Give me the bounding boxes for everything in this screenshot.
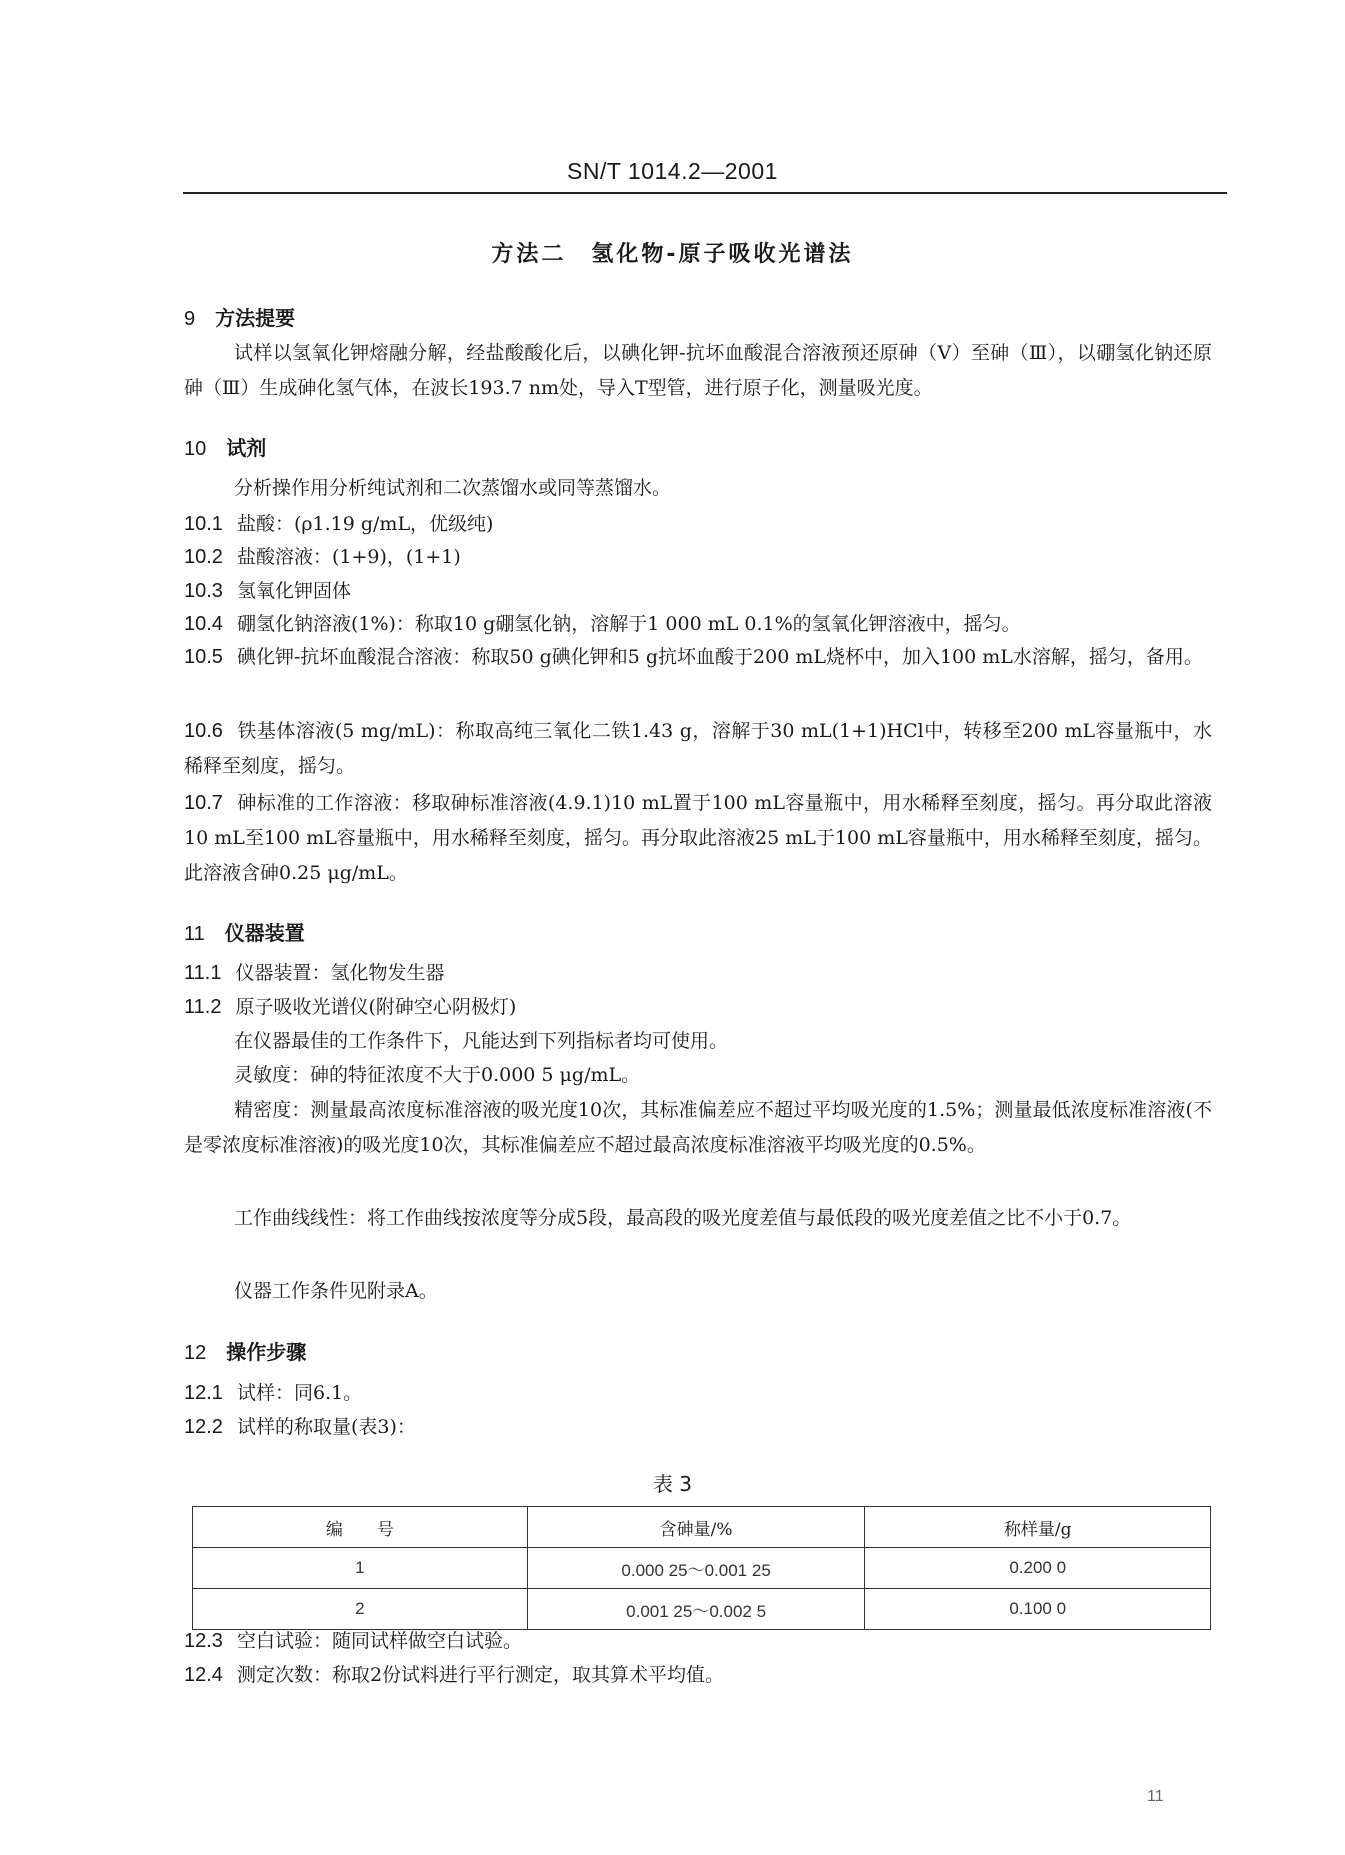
page-number: 11 (1147, 1788, 1164, 1805)
item-text: 盐酸溶液：(1+9)，(1+1) (236, 546, 461, 568)
col-header-sample-mass: 称样量/g (865, 1507, 1211, 1548)
table-cell: 2 (193, 1589, 528, 1630)
section-11-para-4: 工作曲线线性：将工作曲线按浓度等分成5段，最高段的吸光度差值与最低段的吸光度差值之比不小于0.7。 (234, 1207, 1132, 1229)
table-caption: 表 3 (652, 1472, 693, 1496)
section-9-heading (184, 302, 295, 331)
table-cell: 0.200 0 (865, 1548, 1211, 1589)
item-text: 氢氧化钾固体 (236, 580, 351, 602)
section-number: 12 (184, 1342, 207, 1364)
item-number: 12.2 (184, 1416, 223, 1438)
section-number: 10 (184, 438, 207, 460)
item-number: 12.3 (184, 1630, 223, 1652)
section-11-para-1: 在仪器最佳的工作条件下，凡能达到下列指标者均可使用。 (234, 1030, 729, 1052)
section-title: 试剂 (226, 436, 267, 460)
item-12-4 (184, 1658, 1212, 1693)
item-text: 试样：同6.1。 (236, 1382, 363, 1404)
section-10-heading (184, 432, 266, 461)
section-11-heading (184, 917, 305, 946)
table-row (193, 1548, 1211, 1589)
item-text: 铁基体溶液(5 mg/mL)：称取高纯三氧化二铁1.43 g，溶解于30 mL(1+1)HCl中，转移至200 mL容量瓶中，水稀释至刻度，摇匀。 (184, 720, 1212, 777)
item-number: 10.1 (184, 513, 223, 535)
item-10-1 (184, 507, 1212, 542)
section-11-para-3: 精密度：测量最高浓度标准溶液的吸光度10次，其标准偏差应不超过平均吸光度的1.5%；测量最低浓度标准溶液(不是零浓度标准溶液)的吸光度10次，其标准偏差应不超过最高浓度标准溶液平均吸光度的0.5%。 (184, 1099, 1212, 1156)
item-text: 碘化钾-抗坏血酸混合溶液：称取50 g碘化钾和5 g抗坏血酸于200 mL烧杯中，加入100 mL水溶解，摇匀，备用。 (236, 646, 1203, 668)
item-text: 测定次数：称取2份试料进行平行测定，取其算术平均值。 (236, 1664, 725, 1686)
item-12-2 (184, 1410, 1212, 1445)
item-12-1 (184, 1376, 1212, 1411)
item-number: 11.1 (184, 962, 222, 984)
table-header-row (193, 1507, 1211, 1548)
item-10-4 (184, 607, 1212, 642)
section-9-text: 试样以氢氧化钾熔融分解，经盐酸酸化后，以碘化钾-抗坏血酸混合溶液预还原砷（Ⅴ）至砷（Ⅲ），以硼氢化钠还原砷（Ⅲ）生成砷化氢气体，在波长193.7 nm处，导入T型管，进行原子化，测量吸光度。 (184, 342, 1212, 399)
standard-code: SN/T 1014.2—2001 (567, 158, 778, 184)
method-title: 方法二 氢化物-原子吸收光谱法 (491, 242, 854, 267)
item-text: 空白试验：随同试样做空白试验。 (236, 1630, 522, 1652)
section-title: 方法提要 (215, 306, 296, 330)
section-11-para-2: 灵敏度：砷的特征浓度不大于0.000 5 μg/mL。 (234, 1064, 641, 1086)
table-cell: 1 (193, 1548, 528, 1589)
item-10-6 (184, 714, 1212, 784)
section-number: 11 (184, 923, 205, 945)
item-text: 原子吸收光谱仪(附砷空心阴极灯) (235, 996, 517, 1018)
item-number: 11.2 (184, 996, 222, 1018)
item-text: 盐酸：(ρ1.19 g/mL，优级纯) (236, 513, 494, 535)
item-text: 仪器装置：氢化物发生器 (235, 962, 445, 984)
section-10-intro: 分析操作用分析纯试剂和二次蒸馏水或同等蒸馏水。 (234, 477, 672, 499)
item-number: 10.5 (184, 646, 223, 668)
item-number: 10.4 (184, 613, 223, 635)
item-10-2 (184, 540, 1212, 575)
item-number: 10.7 (184, 792, 223, 814)
item-text: 砷标准的工作溶液：移取砷标准溶液(4.9.1)10 mL置于100 mL容量瓶中，用水稀释至刻度，摇匀。再分取此溶液10 mL至100 mL容量瓶中，用水稀释至刻度，摇匀。再分取此溶液25 mL于100 mL容量瓶中，用水稀释至刻度，摇匀。此溶液含砷0.25 μg/mL。 (184, 792, 1212, 884)
item-12-3 (184, 1624, 1212, 1659)
item-10-5 (184, 640, 1212, 675)
section-11-para-5: 仪器工作条件见附录A。 (234, 1280, 438, 1302)
section-number: 9 (184, 308, 196, 330)
item-10-7 (184, 786, 1212, 891)
table-3 (192, 1506, 1211, 1630)
item-text: 试样的称取量(表3)： (236, 1416, 416, 1438)
item-10-3 (184, 574, 1212, 609)
item-number: 10.3 (184, 580, 223, 602)
item-text: 硼氢化钠溶液(1%)：称取10 g硼氢化钠，溶解于1 000 mL 0.1%的氢氧化钾溶液中，摇匀。 (236, 613, 1021, 635)
item-number: 10.2 (184, 546, 223, 568)
table-cell: 0.100 0 (865, 1589, 1211, 1630)
col-header-number: 编 号 (193, 1507, 528, 1548)
table-cell: 0.001 25～0.002 5 (527, 1589, 865, 1630)
section-title: 操作步骤 (226, 1340, 307, 1364)
table-cell: 0.000 25～0.001 25 (527, 1548, 865, 1589)
item-number: 12.1 (184, 1382, 223, 1404)
item-11-2 (184, 990, 1212, 1025)
col-header-arsenic-content: 含砷量/% (527, 1507, 865, 1548)
section-12-heading (184, 1336, 306, 1365)
header-rule (183, 192, 1227, 194)
item-number: 12.4 (184, 1664, 223, 1686)
item-number: 10.6 (184, 720, 223, 742)
item-11-1 (184, 956, 1212, 991)
section-title: 仪器装置 (224, 921, 305, 945)
